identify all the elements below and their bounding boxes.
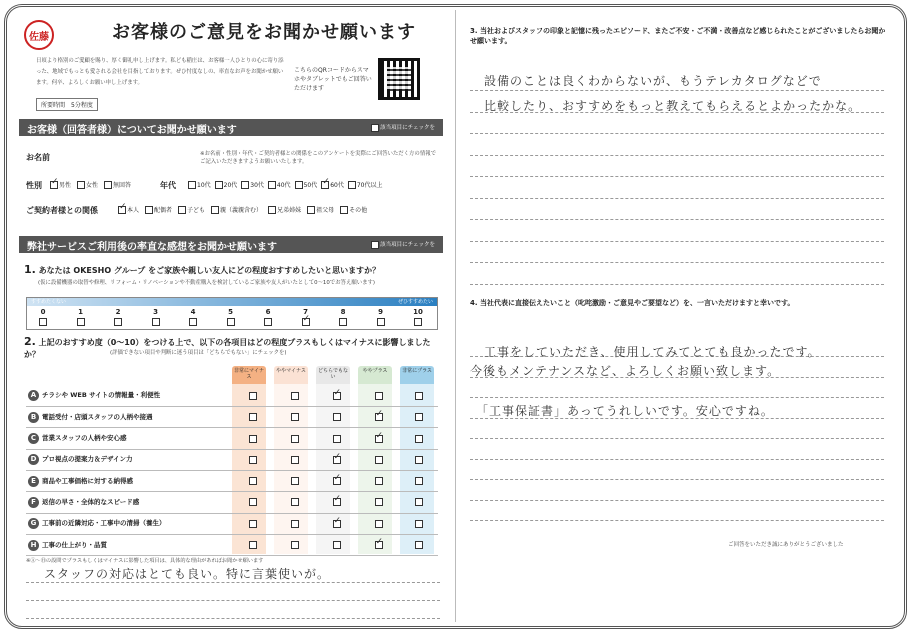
scale-option[interactable] — [148, 308, 164, 326]
scale-right-label: ぜひすすめたい — [397, 299, 433, 305]
section1.relations-option[interactable] — [307, 205, 334, 214]
q4-answer-line-2[interactable]: 今後もメンテナンスなど、よろしくお願い致します。 — [470, 364, 781, 378]
q4-answer-line-1[interactable]: 工事をしていただき、使用してみてとても良かったです。 — [484, 345, 821, 359]
gender-options — [50, 180, 131, 189]
section1.ages-option[interactable] — [321, 180, 344, 189]
section1.ages-option[interactable] — [295, 180, 318, 189]
scale-number: 4 — [190, 308, 196, 316]
rating-checkbox[interactable] — [291, 456, 299, 464]
rating-checkbox[interactable] — [415, 435, 423, 443]
rating-checkbox[interactable] — [291, 477, 299, 485]
scale-option[interactable] — [110, 308, 126, 326]
section1-title: お客様（回答者様）についてお聞かせ願います — [27, 125, 237, 136]
rating-checkbox[interactable] — [375, 413, 383, 421]
q2-text: 2. 上記のおすすめ度（0〜10）をつける上で、以下の各項目はどの程度プラスもしくはマイナスに影響しましたか？ — [24, 335, 431, 359]
section1.genders-option[interactable] — [77, 180, 98, 189]
rating-checkbox[interactable] — [291, 435, 299, 443]
checkbox-icon[interactable] — [302, 318, 310, 326]
item-letter-icon: G — [28, 518, 39, 529]
rating-checkbox[interactable] — [415, 498, 423, 506]
age-label: 年代 — [160, 181, 176, 190]
gender-label: 性別 — [26, 181, 42, 190]
section1.relations-label: 配偶者 — [154, 207, 173, 214]
rating-checkbox[interactable] — [333, 413, 341, 421]
scale-number: 7 — [303, 308, 308, 316]
section2-bar — [19, 236, 443, 253]
scale-number: 5 — [228, 308, 233, 316]
qr-code-icon[interactable] — [378, 58, 420, 100]
section1.ages-option[interactable] — [241, 180, 264, 189]
scale-number: 6 — [265, 308, 271, 316]
rating-checkbox[interactable] — [415, 392, 423, 400]
rating-checkbox[interactable] — [415, 413, 423, 421]
scale-number: 0 — [40, 308, 46, 316]
item-text: 工事の仕上がり・品質 — [42, 540, 107, 549]
scale-option[interactable] — [35, 308, 51, 326]
checkbox-icon[interactable] — [340, 206, 348, 214]
checkbox-icon[interactable] — [307, 206, 315, 214]
scale-option[interactable] — [260, 308, 276, 326]
scale-option[interactable] — [298, 308, 314, 326]
rating-checkbox[interactable] — [333, 541, 341, 549]
relation-label: ご契約者様との関係 — [26, 206, 98, 215]
scale-number: 1 — [78, 308, 83, 316]
rating-checkbox[interactable] — [375, 541, 383, 549]
section1.ages-label: 60代 — [330, 182, 344, 189]
check-icon — [371, 241, 379, 249]
checkbox-icon[interactable] — [348, 181, 356, 189]
table-row — [26, 407, 438, 428]
item-letter-icon: A — [28, 390, 39, 401]
section1.relations-option[interactable] — [145, 205, 172, 214]
answer-line — [470, 219, 884, 220]
section1.relations-label: 祖父母 — [316, 207, 335, 214]
section1.relations-option[interactable] — [211, 205, 262, 214]
check-icon — [371, 124, 379, 132]
item-letter-icon: D — [28, 454, 39, 465]
scale-option[interactable] — [410, 308, 426, 326]
qr-text: こちらのQRコードからスマホやタブレットでもご回答いただけます — [294, 67, 372, 92]
table-row — [26, 534, 438, 555]
column-header: どちらでもない — [316, 366, 350, 384]
rating-checkbox[interactable] — [375, 520, 383, 528]
rating-checkbox[interactable] — [291, 392, 299, 400]
item-letter-icon: B — [28, 412, 39, 423]
rating-checkbox[interactable] — [333, 435, 341, 443]
rating-checkbox[interactable] — [291, 413, 299, 421]
q2-answer[interactable]: スタッフの対応はとても良い。特に言葉使いが。 — [44, 567, 331, 581]
rating-checkbox[interactable] — [291, 498, 299, 506]
answer-line — [470, 397, 884, 398]
item-text: プロ視点の提案力＆デザイン力 — [42, 455, 133, 464]
time-label: 所要時間 5分程度 — [36, 98, 98, 111]
section1.ages-label: 30代 — [250, 182, 264, 189]
rating-checkbox[interactable] — [333, 520, 341, 528]
q3-answer-line-2[interactable]: 比較したり、おすすめをもっと教えてもらえるとよかったかな。 — [484, 99, 862, 113]
rating-checkbox[interactable] — [291, 541, 299, 549]
item-label — [26, 428, 232, 449]
answer-line — [470, 198, 884, 199]
rating-checkbox[interactable] — [415, 520, 423, 528]
answer-line — [470, 133, 884, 134]
rating-checkbox[interactable] — [375, 498, 383, 506]
scale-number: 10 — [413, 308, 423, 316]
answer-line — [470, 241, 884, 242]
checkbox-icon[interactable] — [189, 318, 197, 326]
section1.genders-option[interactable] — [50, 180, 71, 189]
rating-checkbox[interactable] — [333, 477, 341, 485]
rating-checkbox[interactable] — [415, 541, 423, 549]
item-text: 営業スタッフの人柄や安心感 — [42, 434, 127, 443]
checkbox-icon[interactable] — [414, 318, 422, 326]
answer-line — [26, 600, 440, 601]
section1.relations-label: その他 — [349, 207, 368, 214]
item-text: 商品や工事価格に対する納得感 — [42, 476, 133, 485]
checkbox-icon[interactable] — [321, 181, 329, 189]
scale-option[interactable] — [185, 308, 201, 326]
column-header: 非常にプラス — [400, 366, 434, 384]
checkbox-icon[interactable] — [227, 318, 235, 326]
q4-text: 4. 当社代表に直接伝えたいこと（叱咤激励・ご意見やご要望など）を、一言いただけますと幸いです。 — [470, 299, 795, 307]
scale-left-label: すすめたくない — [31, 299, 67, 305]
section1.relations-label: 親（義親含む） — [220, 207, 263, 214]
checkbox-icon[interactable] — [377, 318, 385, 326]
section1.ages-label: 40代 — [276, 182, 291, 189]
table-row — [26, 470, 438, 491]
checkbox-icon[interactable] — [268, 181, 276, 189]
item-label — [26, 385, 232, 406]
checkbox-icon[interactable] — [145, 206, 153, 214]
checkbox-icon[interactable] — [50, 181, 58, 189]
scale-head — [27, 298, 437, 306]
q2-sub: (評価できない項目や判断に迷う項目は「どちらでもない」にチェックを) — [110, 350, 287, 356]
item-label — [26, 449, 232, 470]
checkbox-icon[interactable] — [118, 206, 126, 214]
rating-checkbox[interactable] — [375, 392, 383, 400]
rating-checkbox[interactable] — [249, 435, 257, 443]
answer-line — [470, 284, 884, 285]
checkbox-icon[interactable] — [152, 318, 160, 326]
table-row — [26, 449, 438, 470]
rating-checkbox[interactable] — [333, 392, 341, 400]
checkbox-icon[interactable] — [114, 318, 122, 326]
checkbox-icon[interactable] — [104, 181, 112, 189]
section1.ages-option[interactable] — [215, 180, 238, 189]
item-text: 工事前の近隣対応・工事中の清掃（養生） — [42, 519, 166, 528]
rating-checkbox[interactable] — [249, 392, 257, 400]
rating-checkbox[interactable] — [375, 456, 383, 464]
item-letter-icon: H — [28, 540, 39, 551]
q4-answer-line-3[interactable]: 「工事保証書」あってうれしいです。安心ですね。 — [476, 404, 774, 418]
table-row — [26, 492, 438, 513]
table-row — [26, 428, 438, 449]
scale-number: 9 — [378, 308, 383, 316]
answer-line — [470, 155, 884, 156]
answer-line — [470, 438, 884, 439]
checkbox-icon[interactable] — [77, 318, 85, 326]
item-label — [26, 407, 232, 428]
section1.relations-option[interactable] — [178, 205, 205, 214]
checkbox-icon[interactable] — [339, 318, 347, 326]
checkbox-icon[interactable] — [215, 181, 223, 189]
section1.ages-label: 10代 — [197, 182, 211, 189]
answer-line — [26, 582, 440, 583]
rating-checkbox[interactable] — [249, 498, 257, 506]
q1-text: 1. あなたは OKESHO グループ をご家族や親しい友人にどの程度おすすめしたいと思いますか？ — [24, 263, 381, 276]
rating-checkbox[interactable] — [249, 456, 257, 464]
checkbox-icon[interactable] — [188, 181, 196, 189]
column-header: 非常にマイナス — [232, 366, 266, 384]
section1.genders-label: 男性 — [59, 182, 72, 189]
answer-line — [470, 500, 884, 501]
rating-checkbox[interactable] — [249, 520, 257, 528]
answer-line — [470, 479, 884, 480]
section1.relations-label: 本人 — [127, 207, 140, 214]
scale-option[interactable] — [223, 308, 239, 326]
scale-number: 2 — [115, 308, 121, 316]
checkbox-icon[interactable] — [295, 181, 303, 189]
name-note: ※お名前・性別・年代・ご契約者様との関係をこのアンケートを実際にご回答いただく方の情報でご記入いただきますようお願いいたします。 — [200, 151, 436, 165]
section1.genders-label: 無回答 — [113, 182, 132, 189]
checkbox-icon[interactable] — [77, 181, 85, 189]
section1.relations-option[interactable] — [268, 205, 301, 214]
q3-answer-line-1[interactable]: 設備のことは良くわからないが、もうテレカタログなどで — [484, 74, 822, 88]
item-text: 電話受付・店頭スタッフの人柄や接遇 — [42, 412, 153, 421]
section1-note: 該当項目にチェックを — [371, 123, 435, 132]
section1.ages-label: 50代 — [303, 182, 318, 189]
section1.ages-option[interactable] — [188, 180, 211, 189]
rating-checkbox[interactable] — [249, 541, 257, 549]
table-row — [26, 385, 438, 406]
column-header: ややマイナス — [274, 366, 308, 384]
section1.relations-label: 子ども — [187, 207, 206, 214]
column-header: ややプラス — [358, 366, 392, 384]
page-title: お客様のご意見をお聞かせ願います — [112, 22, 416, 43]
answer-line — [470, 520, 884, 521]
item-letter-icon: F — [28, 497, 39, 508]
section1.relations-label: 兄弟姉妹 — [277, 207, 302, 214]
recommend-scale — [26, 297, 438, 330]
section1.ages-option[interactable] — [268, 180, 291, 189]
rating-checkbox[interactable] — [333, 498, 341, 506]
rating-checkbox[interactable] — [249, 477, 257, 485]
section2-title: 弊社サービスご利用後の率直な感想をお聞かせ願います — [27, 242, 277, 253]
scale-number: 3 — [153, 308, 158, 316]
answer-line — [470, 176, 884, 177]
fold-line — [455, 10, 456, 622]
answer-line — [470, 262, 884, 263]
section1.relations-option[interactable] — [340, 205, 367, 214]
rating-checkbox[interactable] — [249, 413, 257, 421]
thanks-text: ご回答をいただき誠にありがとうございました — [728, 542, 844, 548]
item-text: 返信の早さ・全体的なスピード感 — [42, 497, 140, 506]
checkbox-icon[interactable] — [264, 318, 272, 326]
rating-checkbox[interactable] — [375, 435, 383, 443]
section1.genders-option[interactable] — [104, 180, 131, 189]
rating-checkbox[interactable] — [415, 477, 423, 485]
section1.relations-option[interactable] — [118, 205, 139, 214]
rating-checkbox[interactable] — [375, 477, 383, 485]
answer-line — [26, 618, 440, 619]
item-label — [26, 470, 232, 491]
rating-checkbox[interactable] — [333, 456, 341, 464]
item-label — [26, 513, 232, 534]
footnote: ※Ⓐ〜Ⓗの設問でプラスもしくはマイナスに影響した項目は、具体的な理由があればお聞かせ願います — [26, 558, 264, 564]
checkbox-icon[interactable] — [39, 318, 47, 326]
checkbox-icon[interactable] — [241, 181, 249, 189]
checkbox-icon[interactable] — [211, 206, 219, 214]
section1.ages-label: 20代 — [223, 182, 238, 189]
checkbox-icon[interactable] — [178, 206, 186, 214]
scale-option[interactable] — [73, 308, 89, 326]
rating-matrix — [26, 364, 438, 556]
item-text: チラシや WEB サイトの情報量・利便性 — [42, 391, 161, 400]
section1.ages-option[interactable] — [348, 180, 383, 189]
answer-line — [470, 459, 884, 460]
section1.genders-label: 女性 — [86, 182, 99, 189]
item-label — [26, 492, 232, 513]
item-letter-icon: C — [28, 433, 39, 444]
rating-checkbox[interactable] — [291, 520, 299, 528]
name-stamp: 佐藤 — [24, 20, 54, 50]
rating-checkbox[interactable] — [415, 456, 423, 464]
relation-options — [118, 205, 367, 214]
table-row — [26, 513, 438, 534]
age-options — [188, 180, 382, 189]
q1-sub: (仮に設備機器の取替や修理、リフォーム・リノベーションや不動産購入を検討しているご家族や友人がいたとして0〜10でお答え願います) — [38, 280, 376, 286]
intro-text: 日頃より格別のご愛顧を賜り、厚く御礼申し上げます。私ども稲庄は、お客様一人ひとりの心に寄り添った、地域でもっとも愛される会社を目指しております。ぜひ忖度なしの、率直なお声をお聞かせ願います。何卒、よろしくお願い申し上げます。 — [36, 58, 284, 86]
scale-option[interactable] — [335, 308, 351, 326]
scale-number: 8 — [340, 308, 346, 316]
section2-note: 該当項目にチェックを — [371, 240, 435, 249]
item-label — [26, 534, 232, 555]
section1.ages-label: 70代以上 — [356, 182, 383, 189]
q3-text: 3. 当社およびスタッフの印象と記憶に残ったエピソード、またご不安・ご不満・改善点など感じられたことがございましたらお聞かせ願います。 — [470, 27, 886, 45]
section1-bar — [19, 119, 443, 136]
checkbox-icon[interactable] — [268, 206, 276, 214]
item-letter-icon: E — [28, 476, 39, 487]
scale-option[interactable] — [373, 308, 389, 326]
answer-line — [470, 90, 884, 91]
name-label: お名前 — [26, 153, 50, 162]
